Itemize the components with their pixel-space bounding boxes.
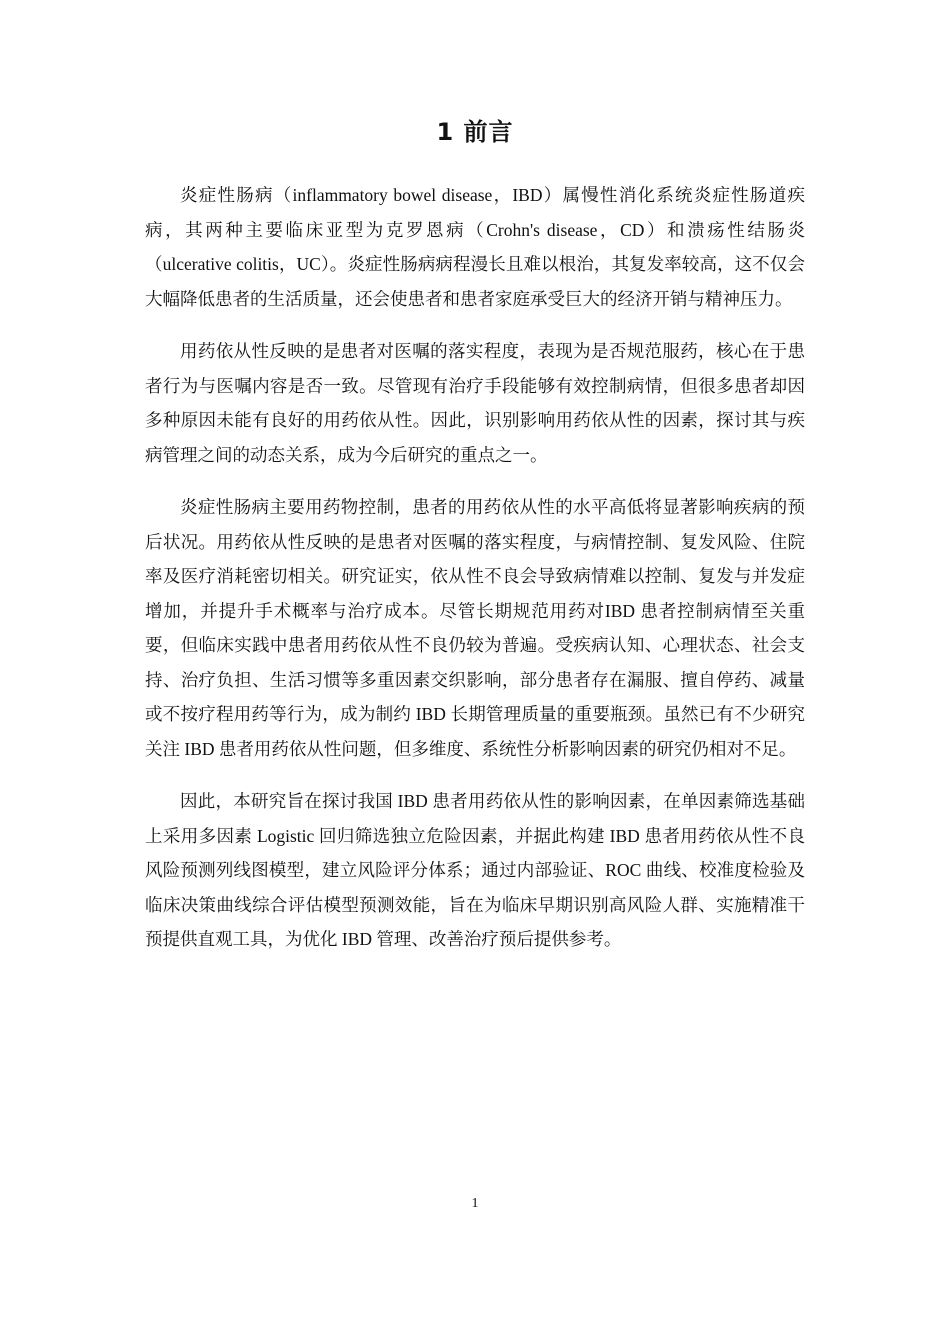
paragraph-4: 因此，本研究旨在探讨我国 IBD 患者用药依从性的影响因素，在单因素筛选基础上采用多因素 Logistic 回归筛选独立危险因素，并据此构建 IBD 患者用药依从性不良风险预测列线图模型，建立风险评分体系；通过内部验证、ROC 曲线、校准度检验及临床决策曲线综合评估模型预测效能，旨在为临床早期识别高风险人群、实施精准干预提供直观工具，为优化 IBD 管理、改善治疗预后提供参考。 bbox=[145, 791, 805, 949]
paragraph-3: 炎症性肠病主要用药物控制，患者的用药依从性的水平高低将显著影响疾病的预后状况。用药依从性反映的是患者对医嘱的落实程度，与病情控制、复发风险、住院率及医疗消耗密切相关。研究证实，依从性不良会导致病情难以控制、复发与并发症增加，并提升手术概率与治疗成本。尽管长期规范用药对IBD 患者控制病情至关重要，但临床实践中患者用药依从性不良仍较为普遍。受疾病认知、心理状态、社会支持、治疗负担、生活习惯等多重因素交织影响，部分患者存在漏服、擅自停药、减量或不按疗程用药等行为，成为制约 IBD 长期管理质量的重要瓶颈。虽然已有不少研究关注 IBD 患者用药依从性问题，但多维度、系统性分析影响因素的研究仍相对不足。 bbox=[145, 497, 805, 759]
paragraph-2: 用药依从性反映的是患者对医嘱的落实程度，表现为是否规范服药，核心在于患者行为与医嘱内容是否一致。尽管现有治疗手段能够有效控制病情，但很多患者却因多种原因未能有良好的用药依从性。因此，识别影响用药依从性的因素，探讨其与疾病管理之间的动态关系，成为今后研究的重点之一。 bbox=[145, 341, 805, 465]
section-title: 1 前言 bbox=[436, 118, 514, 146]
section-body bbox=[145, 178, 805, 975]
page-number: 1 bbox=[471, 1196, 479, 1211]
paragraph-1: 炎症性肠病（inflammatory bowel disease，IBD）属慢性消化系统炎症性肠道疾病，其两种主要临床亚型为克罗恩病（Crohn's disease，CD）和溃疡性结肠炎（ulcerative colitis，UC）。炎症性肠病病程漫长且难以根治，其复发率较高，这不仅会大幅降低患者的生活质量，还会使患者和患者家庭承受巨大的经济开销与精神压力。 bbox=[145, 185, 805, 309]
